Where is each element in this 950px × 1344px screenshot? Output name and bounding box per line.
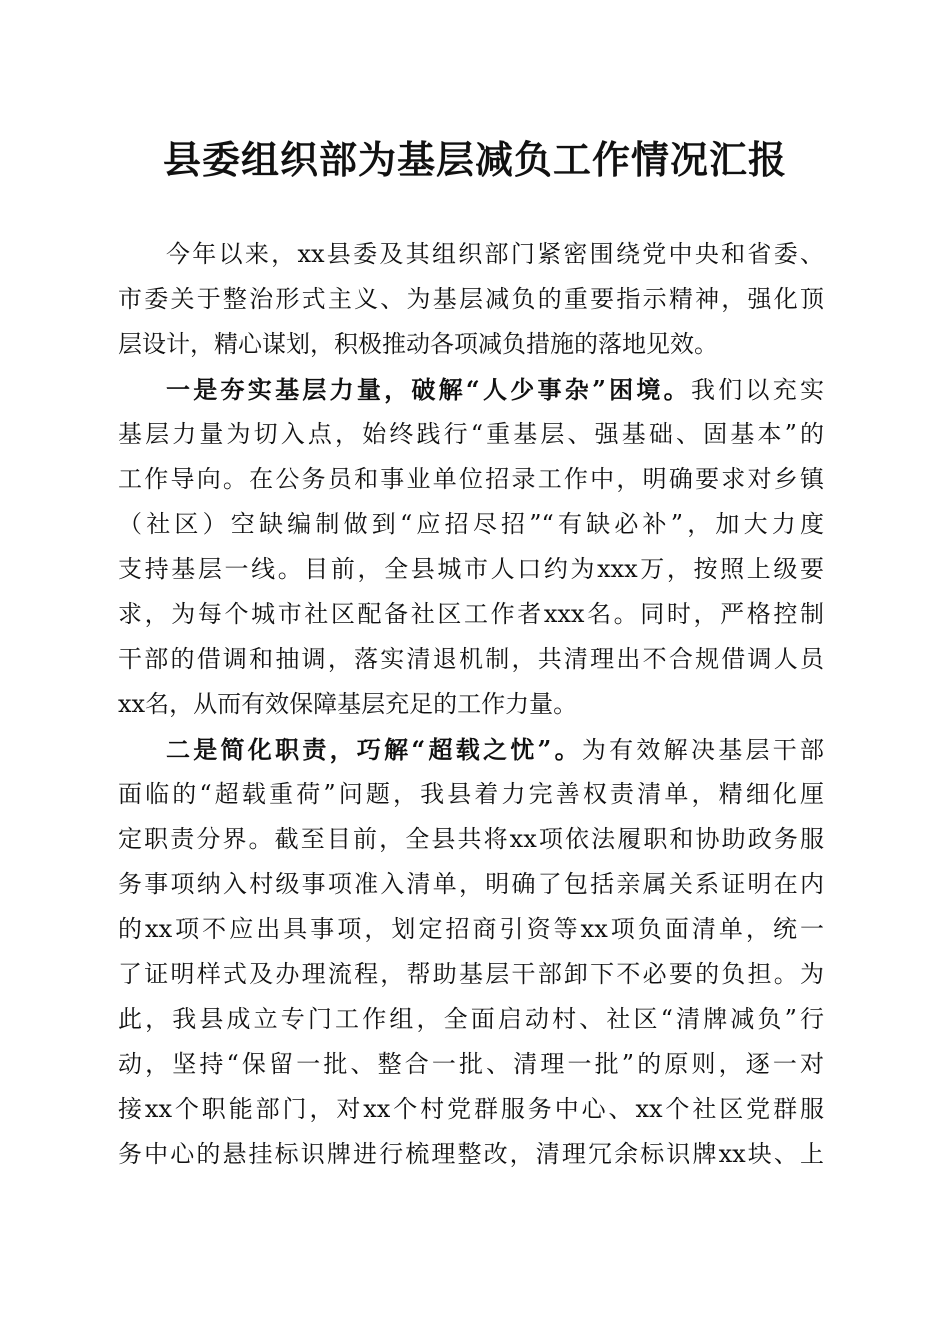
paragraph-text: 工作导向。在公务员和事业单位招录工作中，明确要求对乡镇 (118, 465, 824, 493)
paragraph-text: 的xx项不应出具事项，划定招商引资等xx项负面清单，统一 (118, 915, 824, 943)
paragraph-text: 基层力量为切入点，始终践行“重基层、强基础、固基本”的 (118, 420, 824, 448)
paragraph-text: 面临的“超载重荷”问题，我县着力完善权责清单，精细化厘 (118, 780, 824, 808)
paragraph-text: 市委关于整治形式主义、为基层减负的重要指示精神，强化顶 (118, 285, 824, 313)
text-line (118, 997, 824, 1042)
text-line (118, 727, 824, 772)
text-line (118, 952, 824, 997)
text-line (118, 1132, 824, 1177)
text-line (118, 1042, 824, 1087)
text-line (118, 817, 824, 862)
text-line (118, 457, 824, 502)
paragraph-text: 接xx个职能部门，对xx个村党群服务中心、xx个社区党群服 (118, 1095, 824, 1123)
paragraph-text: 务事项纳入村级事项准入清单，明确了包括亲属关系证明在内 (118, 870, 824, 898)
text-line (118, 502, 824, 547)
document-title: 县委组织部为基层减负工作情况汇报 (162, 137, 787, 182)
paragraph-text: 求，为每个城市社区配备社区工作者xxx名。同时，严格控制 (118, 600, 824, 628)
paragraph-text: 动，坚持“保留一批、整合一批、清理一批”的原则，逐一对 (118, 1050, 824, 1078)
text-line (118, 232, 824, 277)
paragraph-text: 为有效解决基层干部 (581, 736, 824, 764)
text-line (118, 547, 824, 592)
text-line (118, 322, 824, 367)
text-line (118, 367, 824, 412)
paragraph-text: （社区）空缺编制做到“应招尽招”“有缺必补”，加大力度 (118, 510, 824, 538)
text-line (118, 682, 824, 727)
paragraph-text: 干部的借调和抽调，落实清退机制，共清理出不合规借调人员 (118, 645, 824, 673)
paragraph-text: 今年以来，xx县委及其组织部门紧密围绕党中央和省委、 (166, 240, 824, 268)
text-line (118, 412, 824, 457)
bold-heading-text: 一是夯实基层力量，破解“人少事杂”困境。 (166, 375, 691, 404)
paragraph-text: xx名，从而有效保障基层充足的工作力量。 (118, 690, 578, 718)
text-line (118, 907, 824, 952)
paragraph-text: 务中心的悬挂标识牌进行梳理整改，清理冗余标识牌xx块、上 (118, 1140, 824, 1168)
paragraph-text: 此，我县成立专门工作组，全面启动村、社区“清牌减负”行 (118, 1005, 824, 1033)
paragraph-text: 我们以充实 (690, 376, 824, 404)
text-line (118, 277, 824, 322)
paragraph-text: 定职责分界。截至目前，全县共将xx项依法履职和协助政务服 (118, 825, 824, 853)
text-line (118, 1087, 824, 1132)
text-line (118, 592, 824, 637)
bold-heading-text: 二是简化职责，巧解“超载之忧”。 (166, 735, 582, 764)
paragraph-text: 层设计，精心谋划，积极推动各项减负措施的落地见效。 (118, 330, 718, 358)
paragraph-text: 支持基层一线。目前，全县城市人口约为xxx万，按照上级要 (118, 555, 824, 583)
paragraph-text: 了证明样式及办理流程，帮助基层干部卸下不必要的负担。为 (118, 960, 824, 988)
text-line (118, 862, 824, 907)
document-body (118, 232, 824, 1177)
text-line (118, 772, 824, 817)
text-line (118, 637, 824, 682)
